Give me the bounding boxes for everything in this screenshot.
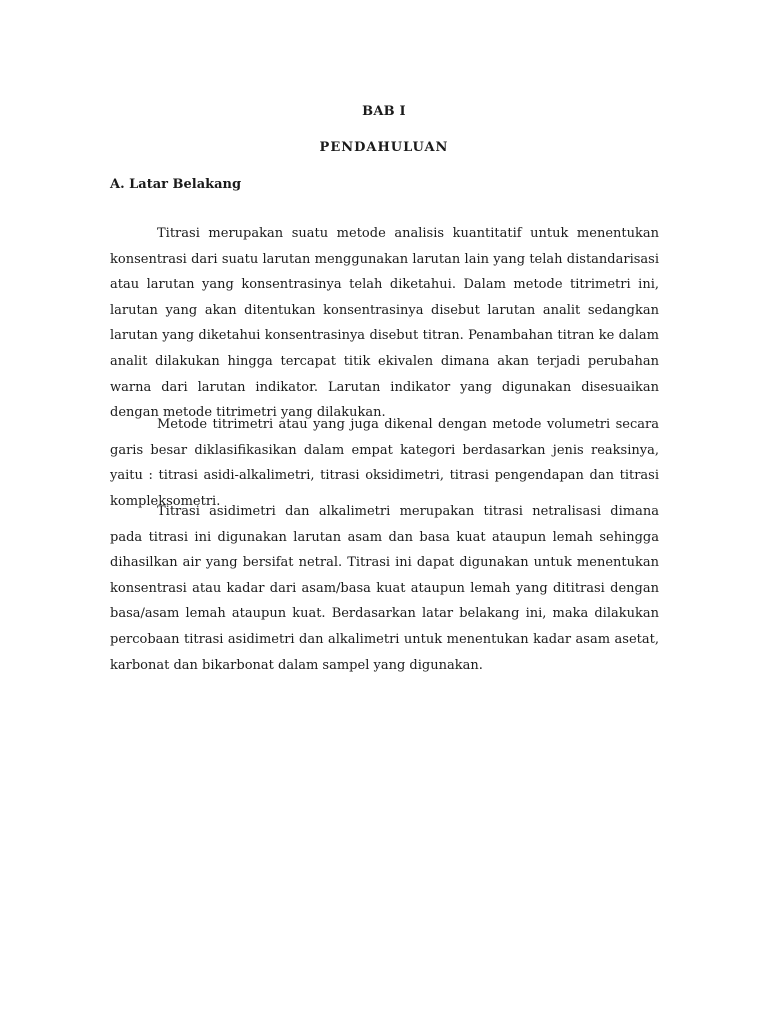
chapter-heading: BAB I <box>362 104 406 119</box>
chapter-title: PENDAHULUAN <box>319 140 449 155</box>
paragraph: Titrasi merupakan suatu metode analisis kuantitatif untuk menentukan konsentrasi dari suatu larutan menggunakan larutan lain yang telah distandarisasi atau larutan yang konsentrasinya telah diketahui. Dalam metode titrimetri ini, larutan yang akan ditentukan konsentrasinya disebut larutan analit sedangkan larutan yang diketahui konsentrasinya disebut titran. Penambahan titran ke dalam analit dilakukan hingga tercapat titik ekivalen dimana akan terjadi perubahan warna dari larutan indikator. Larutan indikator yang digunakan disesuaikan dengan metode titrimetri yang dilakukan. <box>110 226 659 421</box>
paragraph: Titrasi asidimetri dan alkalimetri merupakan titrasi netralisasi dimana pada titrasi ini digunakan larutan asam dan basa kuat ataupun lemah sehingga dihasilkan air yang bersifat netral. Titrasi ini dapat digunakan untuk menentukan konsentrasi atau kadar dari asam/basa kuat ataupun lemah yang dititrasi dengan basa/asam lemah ataupun kuat. Berdasarkan latar belakang ini, maka dilakukan percobaan titrasi asidimetri dan alkalimetri untuk menentukan kadar asam asetat, karbonat dan bikarbonat dalam sampel yang digunakan. <box>110 504 659 673</box>
paragraph: Metode titrimetri atau yang juga dikenal dengan metode volumetri secara garis besar diklasifikasikan dalam empat kategori berdasarkan jenis reaksinya, yaitu : titrasi asidi-alkalimetri, titrasi oksidimetri, titrasi pengendapan dan titrasi kompleksometri. <box>110 417 659 509</box>
section-heading: A. Latar Belakang <box>110 177 242 192</box>
